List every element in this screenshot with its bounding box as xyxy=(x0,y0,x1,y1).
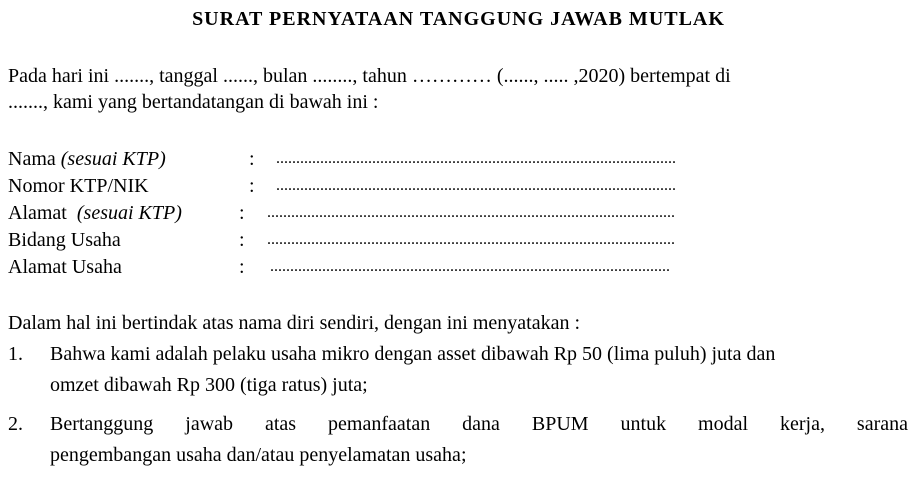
field-row-alamat xyxy=(8,200,908,227)
identity-fields xyxy=(8,146,908,281)
field-dots-nik: .................................................................................................... xyxy=(276,177,676,194)
intro-line-2: ......., kami yang bertandatangan di bawah ini : xyxy=(8,91,379,113)
list-item xyxy=(8,339,908,401)
list-item-line: pengembangan usaha dan/atau penyelamatan usaha; xyxy=(50,444,467,466)
field-label-nama-note: (sesuai KTP) xyxy=(60,148,166,170)
field-row-alamat-usaha xyxy=(8,254,908,281)
field-row-nama xyxy=(8,146,908,173)
field-dots-alamat-usaha: .................................................................................................... xyxy=(270,258,670,275)
field-colon: : xyxy=(249,175,255,197)
field-colon: : xyxy=(239,256,245,278)
field-label-alamat-note: (sesuai KTP) xyxy=(76,202,182,224)
list-item-number: 1. xyxy=(8,343,23,365)
list-item-line: Bertanggung jawab atas pemanfaatan dana BPUM untuk modal kerja, sarana xyxy=(50,413,908,435)
field-dots-nama: .................................................................................................... xyxy=(276,150,676,167)
field-label-alamat: Alamat (sesuai KTP) xyxy=(8,202,182,224)
field-row-nik xyxy=(8,173,908,200)
list-item-number: 2. xyxy=(8,413,23,435)
intro-line-1: Pada hari ini ......., tanggal ......, bulan ........, tahun ………… (......, ..... ,2020) bertempat di xyxy=(8,65,731,87)
intro-paragraph xyxy=(8,63,908,115)
list-item-line: omzet dibawah Rp 300 (tiga ratus) juta; xyxy=(50,374,368,396)
field-dots-bidang-usaha: ...................................................................................................... xyxy=(267,231,675,248)
field-label-bidang-usaha: Bidang Usaha xyxy=(8,229,121,251)
field-dots-alamat: ...................................................................................................... xyxy=(267,204,675,221)
field-label-alamat-usaha: Alamat Usaha xyxy=(8,256,122,278)
document-title: SURAT PERNYATAAN TANGGUNG JAWAB MUTLAK xyxy=(192,8,725,30)
list-item xyxy=(8,409,908,471)
field-label-nik: Nomor KTP/NIK xyxy=(8,175,149,197)
field-colon: : xyxy=(249,148,255,170)
field-colon: : xyxy=(239,202,245,224)
statement-line: Dalam hal ini bertindak atas nama diri sendiri, dengan ini menyatakan : xyxy=(8,312,581,334)
field-label-nama: Nama (sesuai KTP) xyxy=(8,148,166,170)
field-row-bidang-usaha xyxy=(8,227,908,254)
field-colon: : xyxy=(239,229,245,251)
list-item-line: Bahwa kami adalah pelaku usaha mikro dengan asset dibawah Rp 50 (lima puluh) juta dan xyxy=(50,343,776,365)
